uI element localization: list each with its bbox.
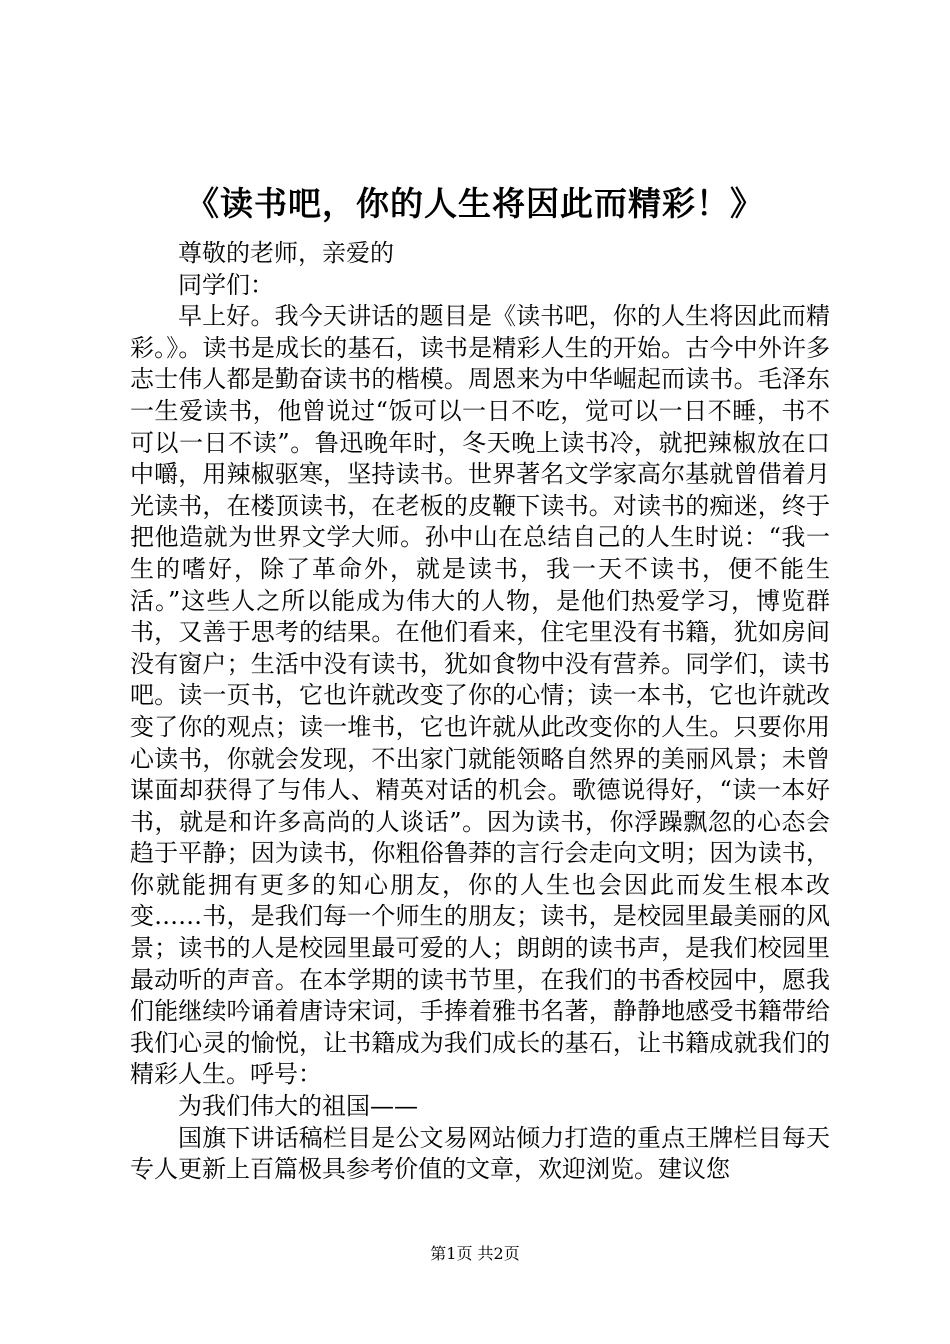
page-title: 《读书吧，你的人生将因此而精彩！》: [186, 184, 764, 223]
paragraph-salutation: 尊敬的老师，亲爱的: [178, 239, 394, 267]
paragraph-column-note: 国旗下讲话稿栏目是公文易网站倾力打造的重点王牌栏目每天专人更新上百篇极具参考价值的文章，欢迎浏览。建议您: [130, 1123, 830, 1184]
paragraph-slogan: 为我们伟大的祖国——: [178, 1092, 418, 1121]
paragraph-main: 早上好。我今天讲话的题目是《读书吧，你的人生将因此而精彩。》。读书是成长的基石，读书是精彩人生的开始。古今中外许多志士伟人都是勤奋读书的楷模。周恩来为中华崛起而读书。毛泽东一生爱读书，他曾说过“饭可以一日不吃，觉可以一日不睡，书不可以一日不读”。鲁迅晚年时，冬天晚上读书冷，就把辣椒放在口中嚼，用辣椒驱寒，坚持读书。世界著名文学家高尔基就曾借着月光读书，在楼顶读书，在老板的皮鞭下读书。对读书的痴迷，终于把他造就为世界文学大师。孙中山在总结自己的人生时说：“我一生的嗜好，除了革命外，就是读书，我一天不读书，便不能生活。”这些人之所以能成为伟大的人物，是他们热爱学习，博览群书，又善于思考的结果。在他们看来，住宅里没有书籍，犹如房间没有窗户；生活中没有读书，犹如食物中没有营养。同学们，读书吧。读一页书，它也许就改变了你的心情；读一本书，它也许就改变了你的观点；读一堆书，它也许就从此改变你的人生。只要你用心读书，你就会发现，不出家门就能领略自然界的美丽风景；未曾谋面却获得了与伟人、精英对话的机会。歌德说得好，“读一本好书，就是和许多高尚的人谈话”。因为读书，你浮躁飘忽的心态会趋于平静；因为读书，你粗俗鲁莽的言行会走向文明；因为读书，你就能拥有更多的知心朋友，你的人生也会因此而发生根本改变……书，是我们每一个师生的朋友；读书，是校园里最美丽的风景；读书的人是校园里最可爱的人；朗朗的读书声，是我们校园里最动听的声音。在本学期的读书节里，在我们的书香校园中，愿我们能继续吟诵着唐诗宋词，手捧着雅书名著，静静地感受书籍带给我们心灵的愉悦，让书籍成为我们成长的基石，让书籍成就我们的精彩人生。呼号：: [130, 302, 830, 1089]
document-body: [130, 238, 830, 1186]
page-footer: 第1页 共2页: [430, 1244, 520, 1263]
paragraph-salutation-students: 同学们：: [178, 270, 274, 299]
